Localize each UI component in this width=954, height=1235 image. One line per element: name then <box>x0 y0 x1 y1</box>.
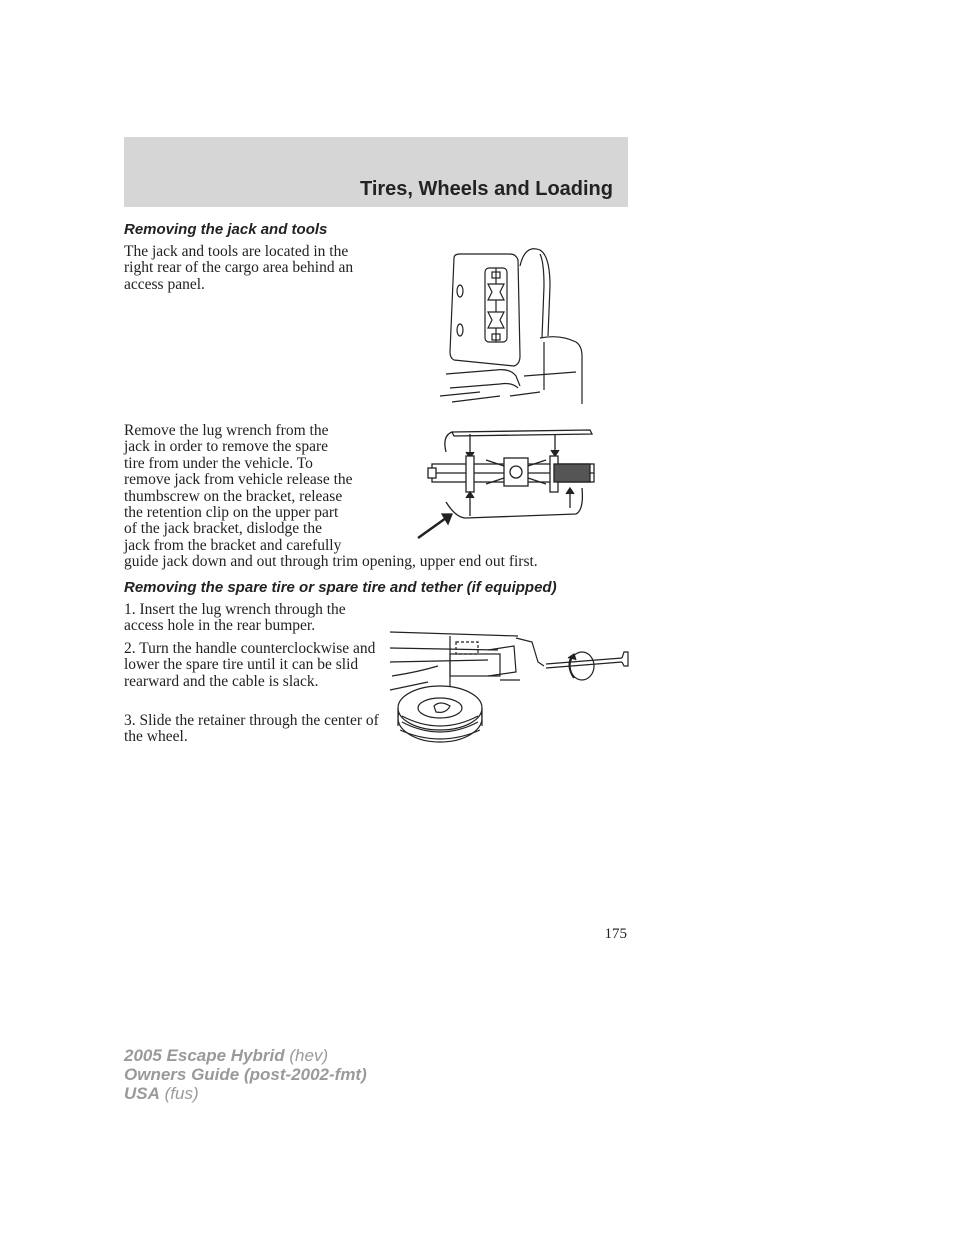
para-line: thumbscrew on the bracket, release <box>124 487 343 505</box>
footer-model-code: (hev) <box>289 1046 329 1065</box>
jack-location-paragraph: The jack and tools are located in the right rear of the cargo area behind an access panel. <box>124 243 354 293</box>
step-1: 1. Insert the lug wrench through the access hole in the rear bumper. <box>124 601 346 635</box>
jack-tools-heading: Removing the jack and tools <box>124 221 328 238</box>
cargo-area-jack-illustration <box>440 246 590 408</box>
para-line: guide jack down and out through trim opening, upper end out first. <box>124 553 538 571</box>
step-3: 3. Slide the retainer through the center of the wheel. <box>124 712 379 746</box>
para-line: remove jack from vehicle release the <box>124 471 353 489</box>
document-footer <box>124 1046 367 1103</box>
para-line: jack from the bracket and carefully <box>124 536 342 554</box>
footer-line-1 <box>124 1046 367 1065</box>
para-line: the retention clip on the upper part <box>124 504 339 522</box>
footer-market: USA <box>124 1084 160 1103</box>
footer-model: 2005 Escape Hybrid <box>124 1046 285 1065</box>
chapter-title: Tires, Wheels and Loading <box>359 178 613 200</box>
spare-tire-heading: Removing the spare tire or spare tire and tether (if equipped) <box>124 579 557 596</box>
section-header-band <box>124 137 628 207</box>
footer-line-3 <box>124 1084 367 1103</box>
footer-line-2 <box>124 1065 367 1084</box>
para-line: of the jack bracket, dislodge the <box>124 520 322 538</box>
step-2: 2. Turn the handle counterclockwise and lower the spare tire until it can be slid rearward and the cable is slack. <box>124 640 376 690</box>
footer-guide: Owners Guide (post-2002-fmt) <box>124 1065 367 1084</box>
page-number: 175 <box>604 926 627 942</box>
para-line: tire from under the vehicle. To <box>124 454 313 472</box>
para-line: jack in order to remove the spare <box>124 438 328 456</box>
footer-market-code: (fus) <box>164 1084 199 1103</box>
spare-tire-lowering-illustration <box>388 626 634 750</box>
para-line: Remove the lug wrench from the <box>124 422 329 439</box>
jack-and-lug-wrench-illustration <box>416 426 596 542</box>
